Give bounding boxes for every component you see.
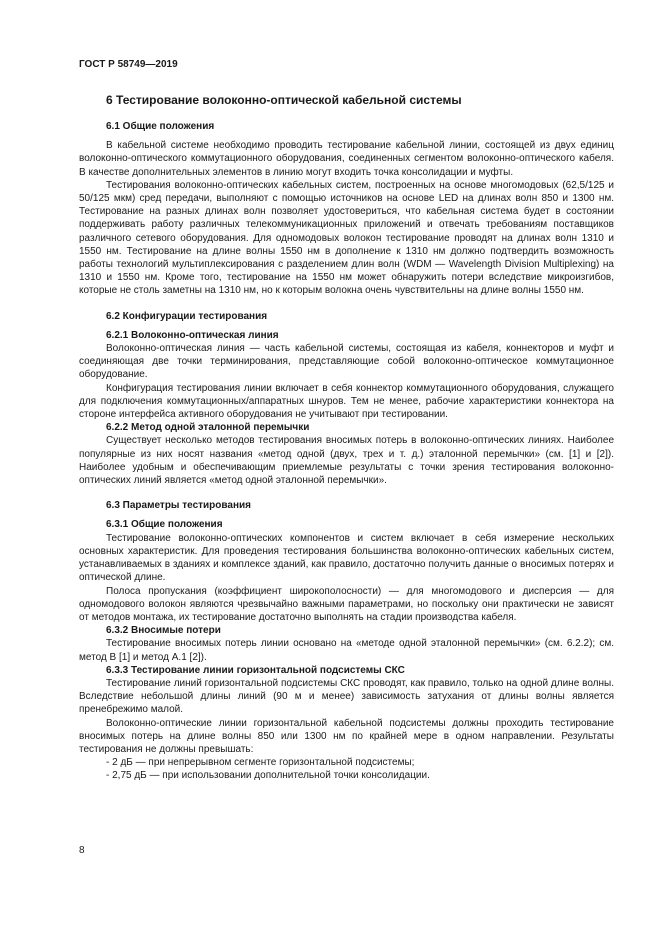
- subsection-title-6-1: 6.1 Общие положения: [106, 121, 215, 132]
- paragraph: Тестирование вносимых потерь линии основано на «методе одной эталонной перемычки» (см. 6.2.2); см. метод В [1] и метод А.1 [2]).: [79, 638, 614, 663]
- list-item: - 2,75 дБ — при использовании дополнительной точки консолидации.: [106, 770, 430, 782]
- subsection-title-6-2: 6.2 Конфигурации тестирования: [106, 310, 268, 322]
- clause-title-6-2-2: 6.2.2 Метод одной эталонной перемычки: [106, 422, 310, 434]
- paragraph: Полоса пропускания (коэффициент широкополосности) — для многомодового и дисперсия — для одномодового волокон являются чрезвычайно важными параметрами, но поскольку они практически не зависят от методов монтажа, их тестирование достаточно выполнять на стадии производства кабеля.: [79, 585, 614, 623]
- document-body: [79, 92, 614, 783]
- list-item: - 2 дБ — при непрерывном сегменте горизонтальной подсистемы;: [106, 757, 415, 769]
- page-number: 8: [79, 845, 85, 856]
- paragraph: Конфигурация тестирования линии включает в себя коннектор коммутационного оборудования, служащего для подключения коммутационных/аппаратных шнуров. Тем не менее, рабочие характеристики коннектора на стороне интерфейса активного оборудования не учитывают при тестировании.: [79, 382, 614, 421]
- paragraph: Существует несколько методов тестирования вносимых потерь в волоконно-оптических линиях. Наиболее популярные из них носят названия «метод одной (двух, трех и т. д.) эталонной перемычки» (см. [1] и [2]). Наиболее удобным и обеспечивающим приемлемые результаты с точки зрения тестирования волоконно-оптических линий является «метод одной эталонной перемычки».: [79, 435, 614, 487]
- paragraph: В кабельной системе необходимо проводить тестирование кабельной линии, состоящей из двух единиц волоконно-оптического коммутационного оборудования, соединенных сегментом волоконно-оптического кабеля. В качестве дополнительных элементов в линию могут входить точка консолидации и муфты.: [79, 140, 614, 178]
- clause-title-6-3-3: 6.3.3 Тестирование линии горизонтальной подсистемы СКС: [106, 664, 405, 676]
- paragraph: Тестирование волоконно-оптических компонентов и систем включает в себя измерение нескольких основных характеристик. Для проведения тестирования большинства волоконно-оптических кабельных систем, устанавливаемых в зданиях и комплексе зданий, как правило, достаточно получить данные о вносимых потерях и оптической длине.: [79, 532, 614, 584]
- paragraph: Волоконно-оптические линии горизонтальной кабельной подсистемы должны проходить тестирование вносимых потерь на длине волны 850 или 1300 нм по крайней мере в одном направлении. Результаты тестирования не должны превышать:: [79, 717, 614, 755]
- paragraph: Тестирование линий горизонтальной подсистемы СКС проводят, как правило, только на одной длине волны. Вследствие небольшой длины линий (90 м и менее) зависимость затухания от длины волны является пренебрежимо малой.: [79, 677, 614, 716]
- clause-title-6-3-2: 6.3.2 Вносимые потери: [106, 625, 221, 637]
- standard-header: ГОСТ Р 58749—2019: [79, 59, 178, 70]
- clause-title-6-3-1: 6.3.1 Общие положения: [106, 519, 223, 531]
- paragraph: Тестирования волоконно-оптических кабельных систем, построенных на основе многомодовых (62,5/125 и 50/125 мкм) сред передачи, выполняют с помощью источников на основе LED на длинах волн 850 и 1300 нм. Тестирование на разных длинах волн позволяет удостовериться, что кабельная система будет в состоянии поддерживать работу различных телекоммуникационных приложений и отвечать требованиям поставщиков различного сетевого оборудования. Для одномодовых волокон тестирование проводят на длинах волн 1310 и 1550 нм. Тестирование на длине волны 1550 нм в дополнение к 1310 нм должно подтвердить возможность работы технологий мультиплексирования с разделением длин волн (WDM — Wavelength Division Multiplexing) на 1310 и 1550 нм. Кроме того, тестирование на 1550 нм может обнаружить потери вследствие микроизгибов, которые не столь заметны на 1310 нм, но к которым волокна очень чувствительны на длине волны 1550 нм.: [79, 179, 614, 297]
- section-title: 6 Тестирование волоконно-оптической кабельной системы: [106, 93, 462, 107]
- subsection-title-6-3: 6.3 Параметры тестирования: [106, 500, 251, 512]
- paragraph: Волоконно-оптическая линия — часть кабельной системы, состоящая из кабеля, коннекторов и муфт и соединяющая две точки терминирования, представляющие собой волоконно-оптическое коммутационное оборудование.: [79, 343, 614, 381]
- clause-title-6-2-1: 6.2.1 Волоконно-оптическая линия: [106, 329, 279, 341]
